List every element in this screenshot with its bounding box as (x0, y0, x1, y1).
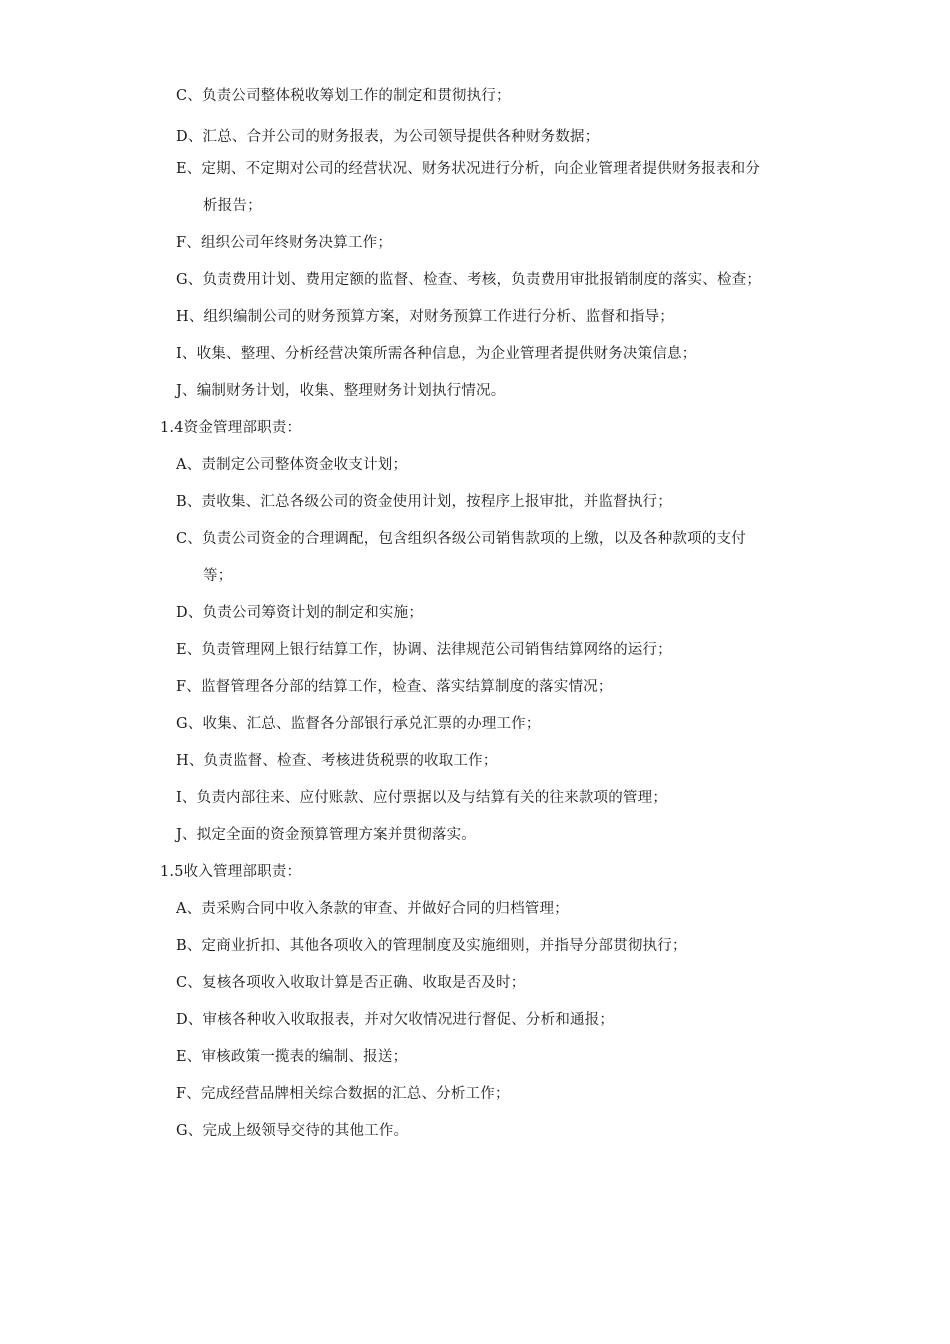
list-item-j: J、编制财务计划，收集、整理财务计划执行情况。 (176, 383, 506, 399)
list-item-i: I、负责内部往来、应付账款、应付票据以及与结算有关的往来款项的管理； (176, 790, 668, 806)
list-item-f: F、监督管理各分部的结算工作，检查、落实结算制度的落实情况； (176, 679, 613, 695)
list-item-a: A、责采购合同中收入条款的审查、并做好合同的归档管理； (176, 901, 569, 917)
list-item-c: C、负责公司整体税收筹划工作的制定和贯彻执行； (176, 88, 511, 104)
list-item-c: C、复核各项收入收取计算是否正确、收取是否及时； (176, 975, 526, 991)
list-item-f: F、组织公司年终财务决算工作； (176, 235, 393, 251)
list-item-g: G、负责费用计划、费用定额的监督、检查、考核，负责费用审批报销制度的落实、检查； (176, 272, 762, 288)
list-item-c: C、负责公司资金的合理调配，包含组织各级公司销售款项的上缴，以及各种款项的支付 (176, 531, 746, 547)
list-item-j: J、拟定全面的资金预算管理方案并贯彻落实。 (176, 827, 477, 843)
list-item-e: E、定期、不定期对公司的经营状况、财务状况进行分析，向企业管理者提供财务报表和分 (176, 161, 761, 177)
list-item-d: D、审核各种收入收取报表，并对欠收情况进行督促、分析和通报； (176, 1012, 615, 1028)
list-item-a: A、责制定公司整体资金收支计划； (176, 457, 408, 473)
list-item-b: B、责收集、汇总各级公司的资金使用计划，按程序上报审批，并监督执行； (176, 494, 672, 510)
section-heading-1-4: 1.4资金管理部职责： (160, 420, 302, 436)
list-item-i: I、收集、整理、分析经营决策所需各种信息，为企业管理者提供财务决策信息； (176, 346, 697, 362)
list-item-d: D、负责公司筹资计划的制定和实施； (176, 605, 424, 621)
list-item-h: H、组织编制公司的财务预算方案，对财务预算工作进行分析、监督和指导； (176, 309, 674, 325)
list-item-g: G、完成上级领导交待的其他工作。 (176, 1123, 409, 1139)
list-item-e-continued: 析报告； (203, 198, 262, 214)
list-item-e: E、负责管理网上银行结算工作，协调、法律规范公司销售结算网络的运行； (176, 642, 672, 658)
list-item-c-continued: 等； (203, 568, 233, 584)
list-item-b: B、定商业折扣、其他各项收入的管理制度及实施细则，并指导分部贯彻执行； (176, 938, 687, 954)
list-item-h: H、负责监督、检查、考核进货税票的收取工作； (176, 753, 498, 769)
list-item-g: G、收集、汇总、监督各分部银行承兑汇票的办理工作； (176, 716, 541, 732)
list-item-f: F、完成经营品牌相关综合数据的汇总、分析工作； (176, 1086, 510, 1102)
list-item-e: E、审核政策一揽表的编制、报送； (176, 1049, 408, 1065)
list-item-d: D、汇总、合并公司的财务报表，为公司领导提供各种财务数据； (176, 129, 600, 145)
section-heading-1-5: 1.5收入管理部职责： (160, 864, 302, 880)
